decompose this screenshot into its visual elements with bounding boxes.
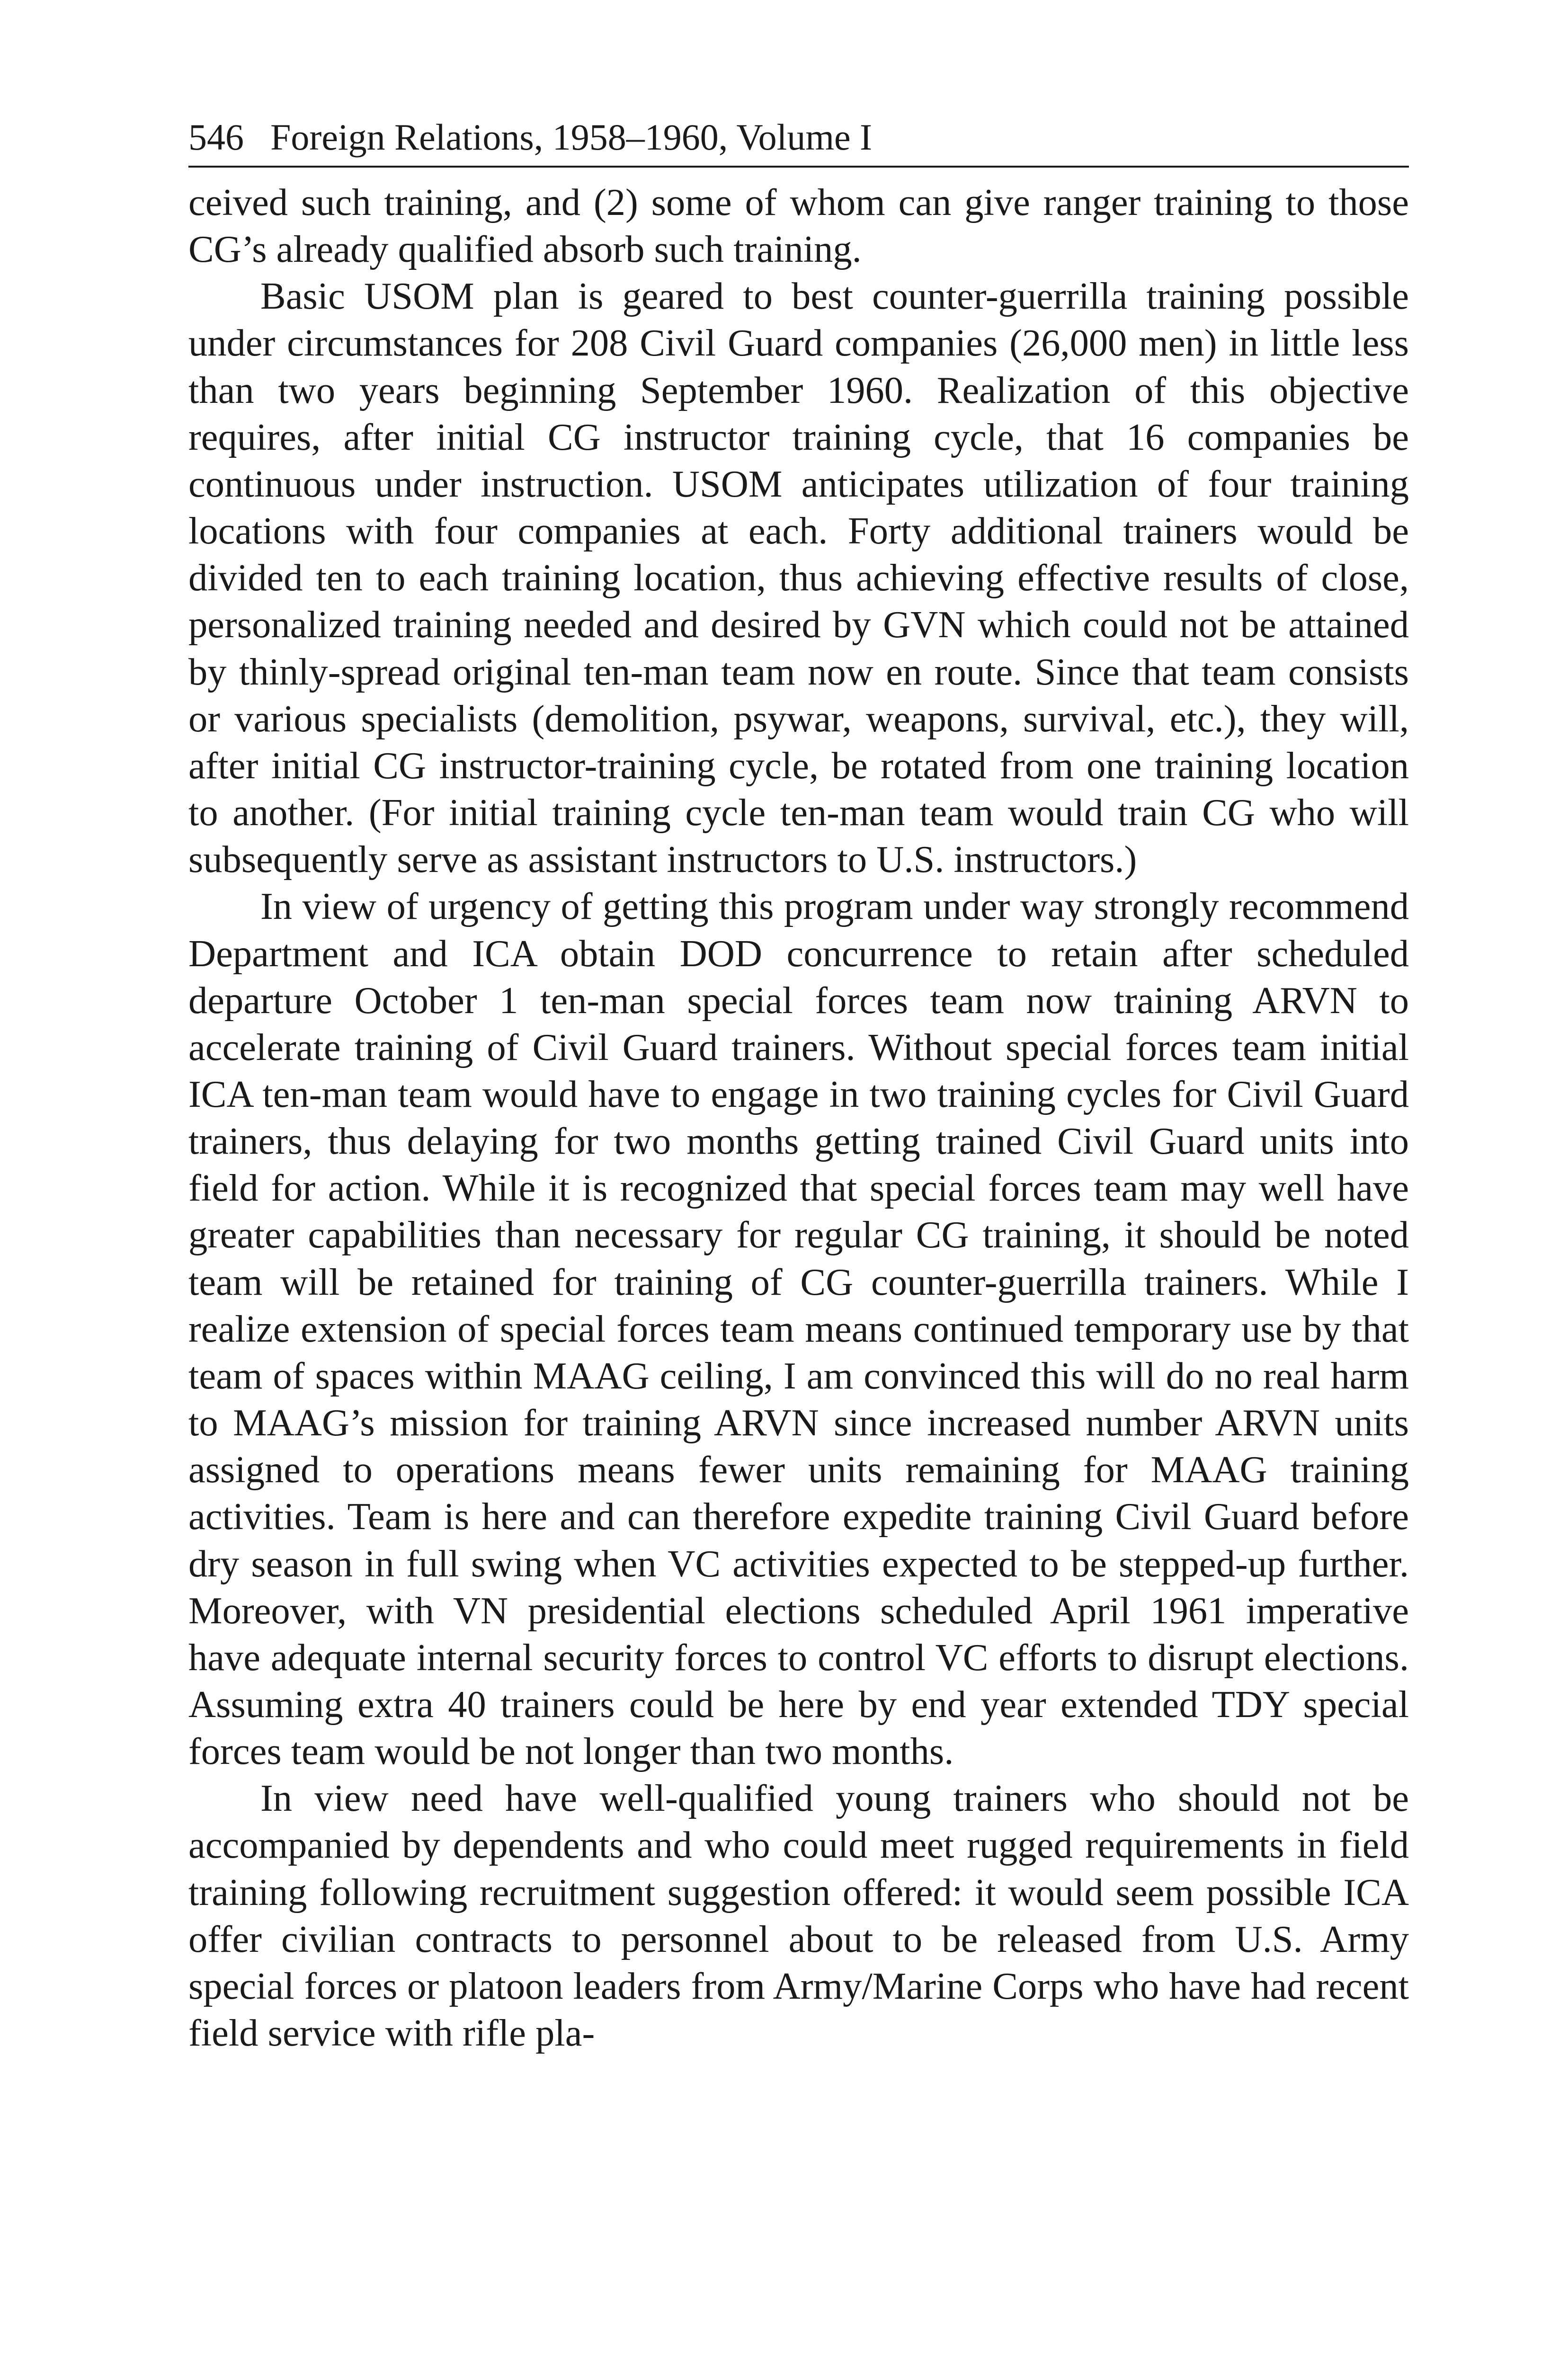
paragraph-urgency: In view of urgency of getting this program under way strongly recommend Department and ICA obtain DOD concurrence to retain after scheduled departure October 1 ten-man special forces team now training ARVN to accelerate training of Civil Guard trainers. Without special forces team initial ICA ten-man team would have to engage in two training cycles for Civil Guard trainers, thus delaying for two months getting trained Civil Guard units into field for action. While it is recognized that special forces team may well have greater capabilities than necessary for regular CG training, it should be noted team will be retained for training of CG counter-guerrilla trainers. While I realize extension of special forces team means continued temporary use by that team of spaces within MAAG ceiling, I am convinced this will do no real harm to MAAG’s mission for training ARVN since increased number ARVN units assigned to operations means fewer units remaining for MAAG training activities. Team is here and can therefore expedite training Civil Guard before dry season in full swing when VC activities expected to be stepped-up further. Moreover, with VN presidential elections scheduled April 1961 imperative have adequate internal security forces to control VC efforts to disrupt elections. Assuming extra 40 trainers could be here by end year extended TDY special forces team would be not longer than two months. — [188, 885, 1409, 1773]
running-head — [188, 114, 1409, 168]
paragraph-recruitment: In view need have well-qualified young trainers who should not be accompanied by dependents and who could meet rugged requirements in field training following recruitment suggestion offered: it would seem possible ICA offer civilian contracts to personnel about to be released from U.S. Army special forces or platoon leaders from Army/Marine Corps who have had recent field service with rifle pla- — [188, 1777, 1409, 2055]
body-text — [188, 179, 1409, 2056]
volume-title: Foreign Relations, 1958–1960, Volume I — [270, 116, 873, 158]
page-number: 546 — [188, 116, 244, 158]
paragraph-continuation: ceived such training, and (2) some of whom can give ranger training to those CG’s already qualified absorb such training. — [188, 181, 1409, 271]
paragraph-usom-plan: Basic USOM plan is geared to best counter-guerrilla training possible under circumstances for 208 Civil Guard companies (26,000 men) in little less than two years beginning September 1960. Realization of this objective requires, after initial CG instructor training cycle, that 16 companies be continuous under instruction. USOM anticipates utilization of four training locations with four companies at each. Forty additional trainers would be divided ten to each training location, thus achieving effective results of close, personalized training needed and desired by GVN which could not be attained by thinly-spread original ten-man team now en route. Since that team consists or various specialists (demolition, psywar, weapons, survival, etc.), they will, after initial CG instructor-training cycle, be rotated from one training location to another. (For initial training cycle ten-man team would train CG who will subsequently serve as assistant instructors to U.S. instructors.) — [188, 275, 1409, 881]
document-page — [188, 114, 1409, 2056]
